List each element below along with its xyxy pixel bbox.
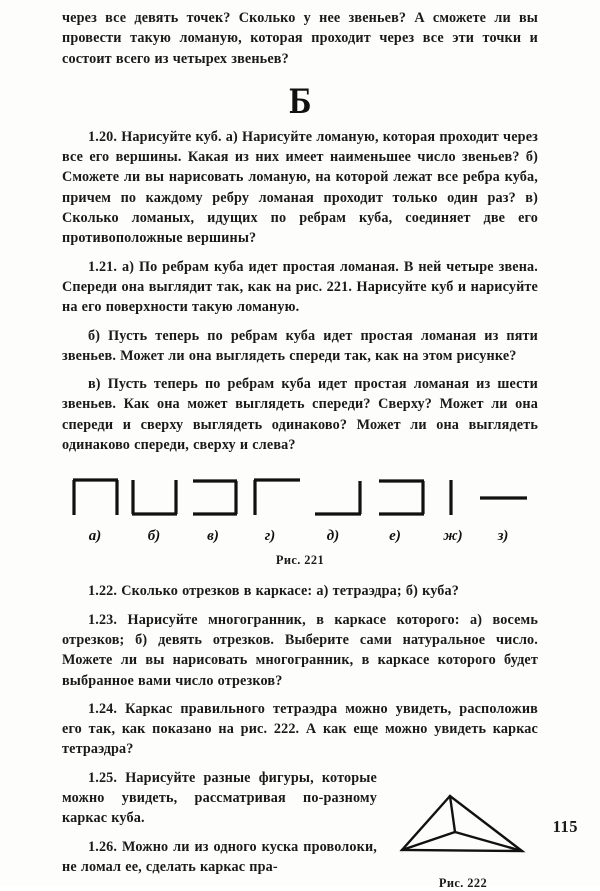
figure-label-zh: ж) bbox=[443, 528, 463, 545]
page-content bbox=[62, 8, 538, 891]
shape-a bbox=[73, 480, 118, 515]
exercise-1-23 bbox=[62, 610, 538, 691]
exercise-text: Каркас правильного тетраэдра можно увидеть, расположив его так, как показано на рис. 222. А как еще можно увидеть каркас тетраэдра? bbox=[62, 700, 538, 758]
exercise-number: 1.21. bbox=[88, 258, 118, 275]
exercise-1-21 bbox=[62, 257, 538, 318]
figure-label-a: а) bbox=[88, 528, 102, 545]
exercise-text: Нарисуйте многогранник, в каркасе которого: а) восемь отрезков; б) девять отрезков. Выберите сами натуральное число. Можете ли вы нарисовать многогранник, в каркасе которого будет выбранное вами число отрезков? bbox=[62, 611, 538, 689]
exercise-1-25 bbox=[62, 768, 377, 829]
page-number: 115 bbox=[552, 817, 578, 836]
exercise-1-26 bbox=[62, 837, 377, 878]
shape-v bbox=[193, 481, 237, 514]
shape-g bbox=[254, 480, 300, 515]
figure-label-e: е) bbox=[389, 528, 401, 545]
figure-221-drawing bbox=[65, 472, 535, 550]
exercise-text: Сколько отрезков в каркасе: а) тетраэдра; б) куба? bbox=[121, 583, 459, 600]
figure-221 bbox=[62, 472, 538, 568]
section-letter: Б bbox=[288, 81, 312, 122]
shape-d bbox=[315, 481, 361, 514]
figure-label-d: д) bbox=[326, 528, 340, 545]
exercise-text: б) Пусть теперь по ребрам куба идет простая ломаная из пяти звеньев. Может ли она выглядеть спереди так, как на этом рисунке? bbox=[62, 327, 538, 364]
exercise-1-20 bbox=[62, 127, 538, 249]
tetra-edge-apex-interior bbox=[450, 796, 455, 832]
exercise-number: 1.25. bbox=[88, 769, 118, 786]
figure-222-drawing bbox=[388, 774, 538, 864]
exercise-text: Можно ли из одного куска проволоки, не ломал ее, сделать каркас пра- bbox=[62, 838, 377, 875]
exercise-text: Нарисуйте разные фигуры, которые можно увидеть, рассматривая по-разному каркас куба. bbox=[62, 769, 377, 827]
figure-label-g: г) bbox=[264, 528, 276, 545]
figure-221-caption: Рис. 221 bbox=[275, 553, 325, 568]
figure-222 bbox=[388, 774, 538, 891]
exercise-number: 1.24. bbox=[88, 700, 118, 717]
exercise-number: 1.22. bbox=[88, 583, 118, 600]
figure-label-z: з) bbox=[497, 528, 509, 545]
exercise-1-22 bbox=[62, 581, 538, 601]
narrow-text-column bbox=[62, 768, 377, 877]
exercise-text: Нарисуйте куб. а) Нарисуйте ломаную, которая проходит через все его вершины. Какая из них имеет наименьшее число звеньев? б) Сможете ли вы нарисовать ломаную, на которой лежат все ребра куба, причем по каждому ребру ломаная проходит только один раз? в) Сколько ломаных, идущих по ребрам куба, соединяет две его противоположные вершины? bbox=[62, 128, 538, 247]
shape-b bbox=[132, 480, 177, 514]
intro-paragraph: через все девять точек? Сколько у нее звеньев? А сможете ли вы провести такую ломаную, которая проходит через все эти точки и состоит всего из четырех звеньев? bbox=[62, 10, 538, 67]
figure-label-v: в) bbox=[207, 528, 219, 545]
exercise-1-21-b bbox=[62, 326, 538, 367]
tetra-edge-right-interior bbox=[455, 832, 522, 851]
exercises-with-figure bbox=[62, 768, 538, 891]
exercise-1-21-v bbox=[62, 374, 538, 455]
exercise-text: а) По ребрам куба идет простая ломаная. В ней четыре звена. Спереди она выглядит так, как на рис. 221. Нарисуйте куб и нарисуйте на его поверхности такую ломаную. bbox=[62, 258, 538, 316]
figure-222-caption: Рис. 222 bbox=[438, 875, 488, 890]
exercise-number: 1.20. bbox=[88, 128, 118, 145]
exercise-1-24 bbox=[62, 699, 538, 760]
exercise-text: в) Пусть теперь по ребрам куба идет простая ломаная из шести звеньев. Как она может выглядеть спереди? Сверху? Может ли она спереди и сверху выглядеть одинаково? Может ли она выглядеть одинаково спереди, сверху и слева? bbox=[62, 376, 538, 454]
exercise-number: 1.26. bbox=[88, 838, 118, 855]
exercise-number: 1.23. bbox=[88, 611, 118, 628]
shape-e bbox=[379, 481, 424, 514]
figure-label-b: б) bbox=[147, 528, 161, 545]
